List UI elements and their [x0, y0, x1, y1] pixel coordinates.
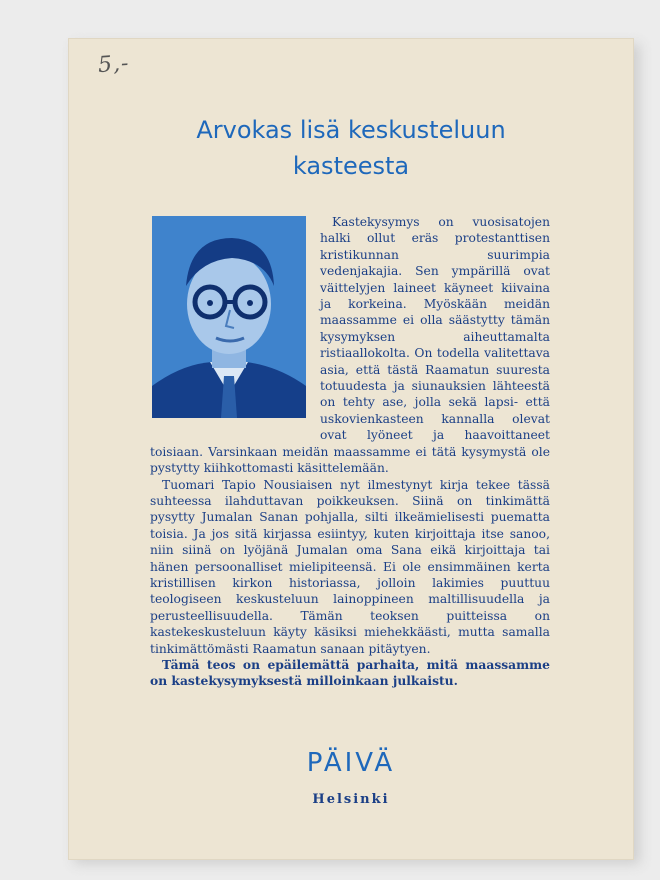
publisher-name: PÄIVÄ: [306, 748, 396, 778]
book-back-cover: [68, 38, 634, 860]
description-text: [150, 214, 550, 690]
title-line-1: Arvokas lisä keskusteluun: [196, 116, 506, 144]
closing-bold-text: Tämä teos on epäilemättä parhaita, mitä maassamme on kastekysymyksestä milloinkaan julkaistu.: [150, 656, 550, 689]
cover-title: [68, 112, 634, 184]
paragraph-2: Tuomari Tapio Nousiaisen nyt ilmestynyt kirja tekee tässä suhteessa ilahduttavan poikkeuksen. Siinä on tinkimättä pysytty Jumalan Sanan pohjalla, silti ilkeämielisesti puematta toisia. Ja jos sitä kirjassa esiintyy, kuten kirjoittaja itse sanoo, niin siinä on lyöjänä Jumalan oma Sana eikä kirjoittaja tai hänen persoonalliset mielipiteensä. Ei ole ensimmäinen kerta kristillisen kirkon historiassa, jolloin lakimies puuttuu teologiseen keskusteluun lainoppineen maltillisuudella ja perusteellisuudella. Tämän teoksen puitteissa on kastekeskusteluun käyty käsiksi miehekkäästi, mutta samalla tinkimättömästi Raamatun sanaan pitäytyen.: [150, 477, 550, 656]
publisher-city: Helsinki: [312, 792, 390, 807]
handwritten-price: 5,-: [97, 50, 131, 79]
paragraph-1: Kastekysymys on vuosisatojen halki ollut eräs protestanttisen kristikunnan suurimpia vedenjakajia. Sen ympärillä ovat väittelyjen laineet käyneet kiivaina ja korkeina. Myöskään meidän maassamme ei olla säästytty tämän kysymyksen aiheuttamalta ristiaallokolta. On todella valitettava asia, että tästä Raamatun suuresta totuudesta ja siunauksien lähteestä on tehty ase, jolla sekä lapsi- että uskovienkasteen kannalla olevat ovat lyöneet ja haavoittaneet toisiaan. Varsinkaan meidän maassamme ei tätä kysymystä ole pystytty kiihkottomasti käsittelemään.: [150, 215, 550, 476]
title-line-2: kasteesta: [292, 152, 410, 180]
portrait-spacer: [150, 214, 320, 436]
